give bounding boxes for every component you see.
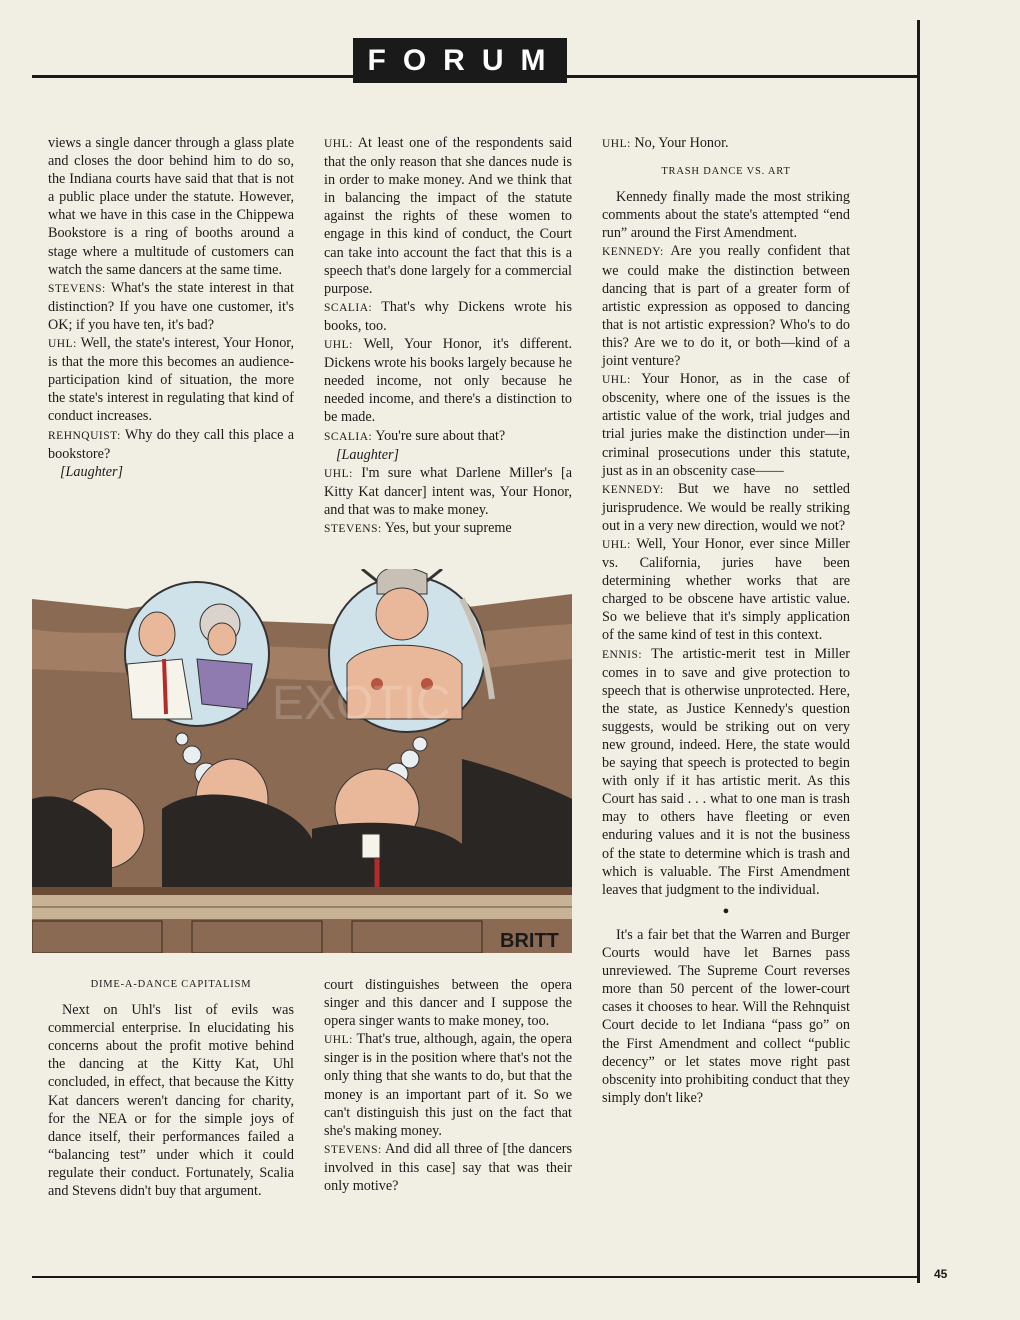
speaker-name: KENNEDY: [602,246,664,259]
dialogue-text: No, Your Honor. [634,135,729,151]
dialogue-line [324,427,572,446]
speaker-name: REHNQUIST: [48,429,121,442]
dialogue-text: Yes, but your supreme [384,519,512,536]
dialogue-list [48,134,294,463]
speaker-name: STEVENS: [48,282,106,295]
cartoon-drawing [32,569,572,953]
dialogue-line [324,976,572,1030]
column-3 [602,134,850,1107]
dialogue-list [324,134,572,446]
dialogue-text: What's the state interest in that distinction? If you have one customer, it's OK; if you have ten, it's bad? [48,279,294,333]
section-bullet: ● [722,904,730,917]
dialogue-text: At least one of the respondents said that the only reason that she dances nude is in order to make money. And we think that in balancing the impact of the statute against the rights of these women to engage in this kind of conduct, the Court can take into account the fact that this is a speech that's done largely for a commercial purpose. [324,135,572,297]
dialogue-text: court distinguishes between the opera singer and this dancer and I suppose the opera singer wants to make money, too. [324,977,572,1030]
dialogue-text: I'm sure what Darlene Miller's [a Kitty Kat dancer] intent was, Your Honor, and that was to make money. [324,464,572,518]
dialogue-text: Well, Your Honor, ever since Miller vs. California, juries have been determining whether works that are charged to be obscene have artistic value. So we believe that it's simply application of the same kind of test in this context. [602,535,850,644]
right-rule [917,20,920,1283]
dialogue-line [324,519,572,538]
dialogue-text: But we have no settled jurisprudence. We would be really striking out in a very new direction, would we not? [602,480,851,534]
dialogue-list [602,242,850,898]
watermark-text: EXOTIC [272,677,451,730]
cartoon-illustration [32,569,572,953]
subhead-trash-dance: TRASH DANCE VS. ART [661,166,791,178]
dialogue-text: Well, the state's interest, Your Honor, is that the more this becomes an audience-participation kind of situation, the more the state's interest in regulating that kind of conduct increases. [48,335,294,425]
dialogue-line [324,464,572,519]
dialogue-line [324,1030,572,1140]
section-header: FORUM [353,38,567,83]
speaker-name: UHL: [324,339,353,352]
intro-paragraph: Kennedy finally made the most striking comments about the state's attempted “end run” around the First Amendment. [602,189,850,242]
column-1-top [48,134,294,481]
speaker-name: ENNIS: [602,648,643,661]
dialogue-line [48,134,294,279]
page-number: 45 [934,1267,948,1281]
dialogue-line [48,334,294,425]
speaker-name: UHL: [324,467,353,480]
speaker-name: STEVENS: [324,1143,382,1156]
body-paragraph: Next on Uhl's list of evils was commercial enterprise. In elucidating his concerns about the profit motive behind the dancing at the Kitty Kat, Uhl concluded, in effect, that because the Kitty Kat dancers weren't dancing for charity, for the NEA or for the simple joys of dance itself, their performances failed a “balancing test” under which it could regulate their conduct. Fortunately, Scalia and Stevens didn't buy that argument. [48,1002,294,1200]
dialogue-line [602,134,850,153]
dialogue-text: And did all three of [the dancers involved in this case] say that was their only motive? [324,1140,572,1195]
dialogue-list [324,976,572,1195]
speaker-name: SCALIA: [324,430,373,443]
dialogue-line [602,535,850,645]
dialogue-text: That's true, although, again, the opera singer is in the position where that's not the only thing that she wants to do, but that the money is an important part of it. So we can't distinguish this just on the fact that she's making money. [324,1031,572,1139]
column-1-bottom [48,966,294,1200]
dialogue-list [324,464,572,538]
dialogue-text: Why do they call this place a bookstore? [48,426,294,462]
speaker-name: UHL: [324,1034,353,1047]
dialogue-text: You're sure about that? [375,427,506,444]
speaker-name: UHL: [324,138,353,150]
speaker-name: UHL: [602,538,631,551]
dialogue-text: That's why Dickens wrote his books, too. [324,298,572,334]
column-2-bottom [324,976,572,1195]
speaker-name: STEVENS: [324,522,382,535]
speaker-name: UHL: [602,374,631,387]
speaker-name: SCALIA: [324,301,373,314]
dialogue-text: The artistic-merit test in Miller comes in to save and give protection to speech that is otherwise unprotected. Here, the state, as Justice Kennedy's question suggests, would be striking out on very new ground, indeed. Here, the state would be saying that speech is protected to begin with only if it has artistic merit. As this Court has said . . . what to one man is trash may to others have fleeting or even enduring values and it is not the business of the state to determine which is trash and which is valuable. The First Amendment leaves that judgment to the individual. [602,645,850,898]
dialogue-line [324,134,572,298]
dialogue-line [48,279,294,334]
bottom-rule [32,1276,920,1278]
dialogue-line [602,645,850,899]
laughter-note: [Laughter] [60,463,124,480]
cartoonist-signature: BRITT [500,930,559,952]
speaker-name: UHL: [48,338,77,351]
speaker-name: UHL: [602,138,631,150]
dialogue-line [602,370,850,480]
subhead-dime-a-dance: DIME-A-DANCE CAPITALISM [90,979,252,990]
speaker-name: KENNEDY: [602,483,664,496]
laughter-note: [Laughter] [336,446,400,463]
closing-paragraph: It's a fair bet that the Warren and Burger Courts would have let Barnes pass unreviewed. The Supreme Court reverses more than 50 percent of the lower-court cases it chooses to hear. Will the Rehnquist Court decide to let Indiana “pass go” on the First Amendment and collect “public decency” or let states move right past obscenity into prohibiting conduct that they simply don't like? [602,926,850,1106]
dialogue-line [602,480,850,535]
column-2-top [324,134,572,538]
dialogue-line [602,242,850,370]
dialogue-text: Your Honor, as in the case of obscenity, where one of the issues is the artistic value of the work, trial judges and trial juries make the distinction under—in criminal prosecutions under this statute, just as in an obscenity case—— [602,371,850,479]
dialogue-text: Well, Your Honor, it's different. Dickens wrote his books largely because he needed income, not only because he needed income, and there's a distinction to be made. [324,336,573,426]
dialogue-text: views a single dancer through a glass plate and closes the door behind him to do so, the Indiana courts have said that that is not a public place under the statute. However, what we have in this case in the Chippewa Bookstore is a ring of booths around a stage where a multitude of customers can watch the same dancers at the same time. [48,135,294,278]
dialogue-line [324,298,572,335]
dialogue-line [48,426,294,463]
dialogue-line [324,335,572,426]
dialogue-text: Are you really confident that we could make the distinction between dancing that is part of a greater form of artistic expression as opposed to dancing that is not artistic expression? Who's to do this? Are we to do it, or both—kind of a joint venture? [602,243,851,370]
dialogue-line [324,1140,572,1195]
